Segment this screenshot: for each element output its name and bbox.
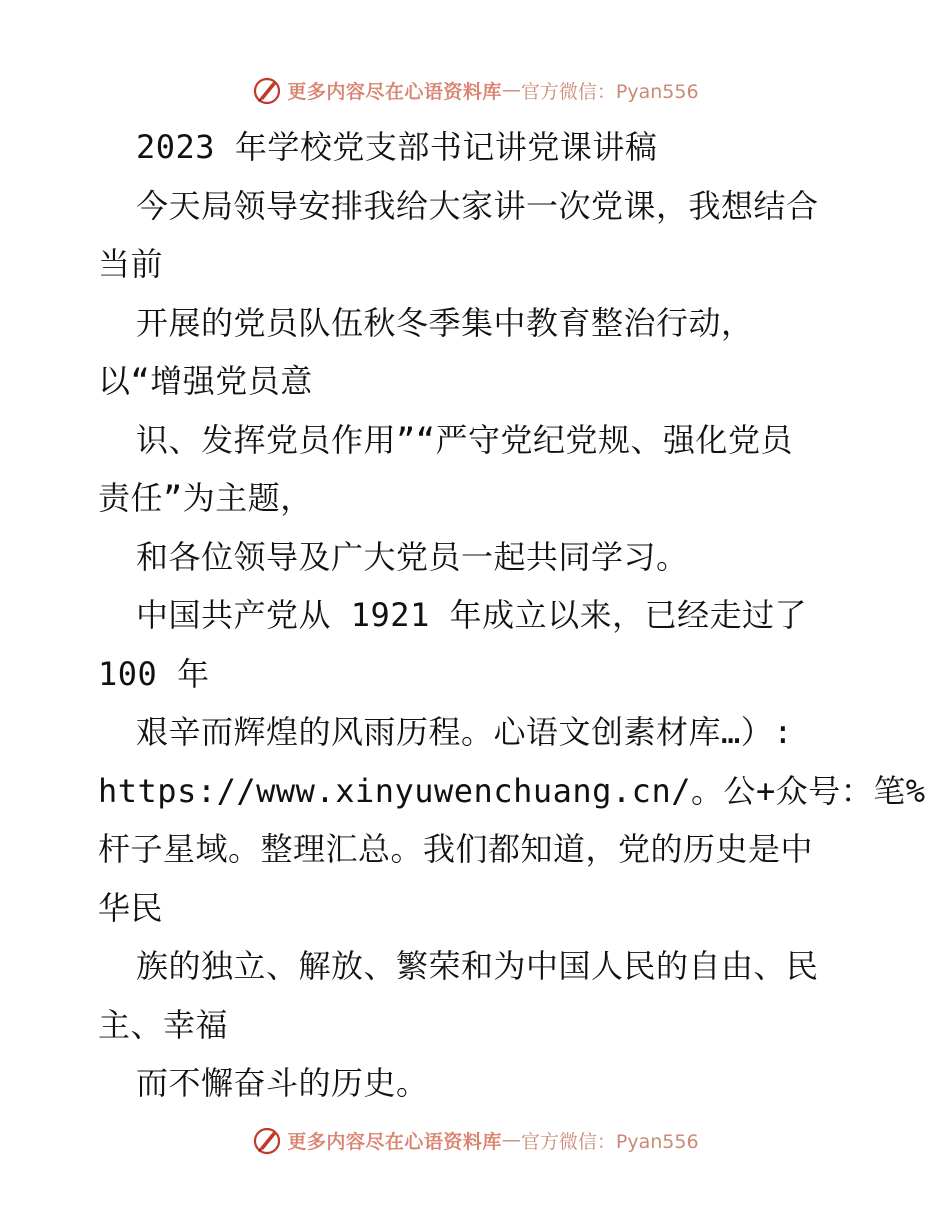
- document-line: 华民: [98, 888, 164, 927]
- document-line: 而不懈奋斗的历史。: [136, 1064, 429, 1102]
- document-line: 中国共产党从 1921 年成立以来，已经走过了: [136, 596, 808, 634]
- watermark-dash: —: [501, 1129, 521, 1151]
- watermark-wechat-text: 官方微信：Pyan556: [520, 1130, 699, 1153]
- pen-logo-icon: [251, 74, 283, 106]
- document-line: 和各位领导及广大党员一起共同学习。: [136, 537, 689, 576]
- watermark-main-text: 更多内容尽在心语资料库: [287, 80, 502, 103]
- document-line: 100 年: [98, 654, 210, 693]
- document-line: 杆子星域。整理汇总。我们都知道，党的历史是中: [98, 830, 814, 868]
- footer-watermark: [0, 1120, 950, 1160]
- document-line: 识、发挥党员作用”“严守党纪党规、强化党员: [136, 420, 794, 459]
- document-line: https://www.xinyuwenchuang.cn/。公+众号：笔%: [98, 771, 926, 810]
- document-line: 开展的党员队伍秋冬季集中教育整治行动，: [136, 303, 754, 342]
- watermark-wechat-text: 官方微信：Pyan556: [520, 80, 699, 103]
- document-line: 主、幸福: [98, 1005, 229, 1044]
- document-line: 以“增强党员意: [98, 362, 313, 400]
- pen-logo-icon: [251, 1124, 283, 1156]
- watermark-main-text: 更多内容尽在心语资料库: [287, 1130, 502, 1153]
- document-line: 艰辛而辉煌的风雨历程。心语文创素材库…）:: [136, 713, 794, 751]
- header-watermark: [0, 70, 950, 110]
- watermark-dash: —: [501, 79, 521, 101]
- document-line: 今天局领导安排我给大家讲一次党课，我想结合: [136, 186, 819, 225]
- document-line: 2023 年学校党支部书记讲党课讲稿: [136, 128, 658, 166]
- document-body: [98, 118, 926, 1113]
- document-line: 责任”为主题，: [98, 479, 313, 517]
- document-line: 族的独立、解放、繁荣和为中国人民的自由、民: [136, 947, 819, 985]
- document-line: 当前: [98, 245, 164, 283]
